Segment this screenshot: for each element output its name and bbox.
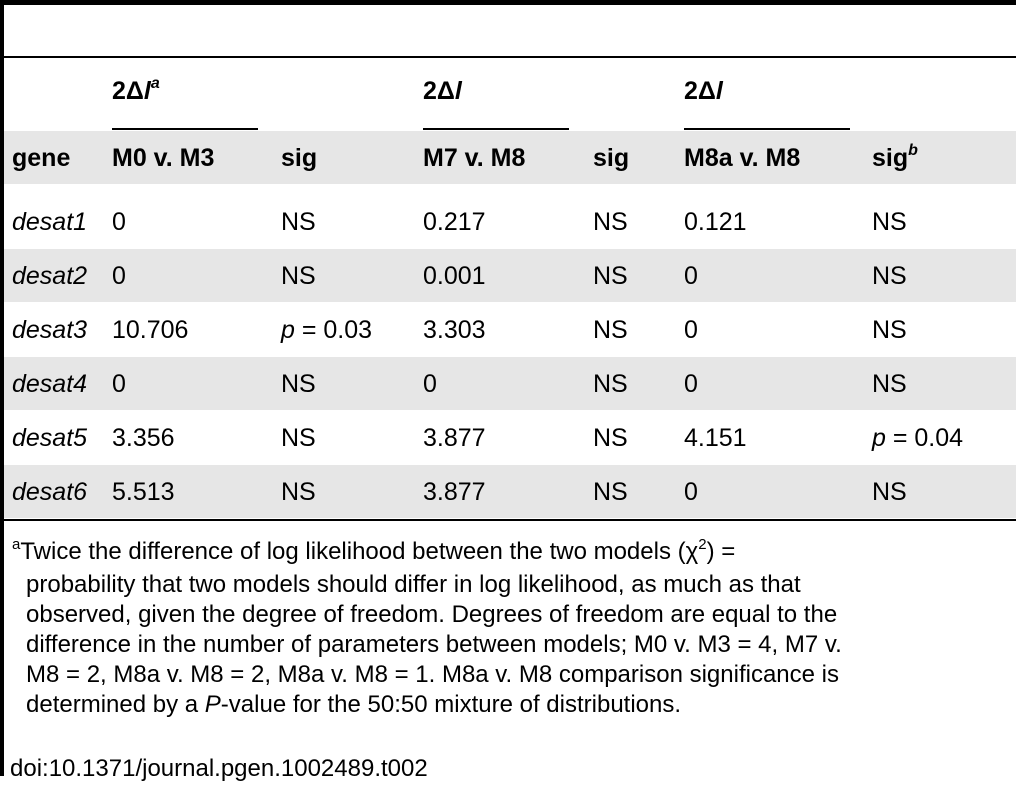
cell-m8am8: 0	[684, 370, 698, 398]
col-header-sig1: sig	[281, 144, 318, 172]
col-header-sig2: sig	[593, 144, 630, 172]
cell-m7m8: 0.001	[423, 262, 486, 290]
footnote-line: observed, given the degree of freedom. Degrees of freedom are equal to the	[26, 601, 838, 628]
cell-sig1: NS	[281, 262, 316, 290]
cell-m7m8: 3.877	[423, 478, 486, 506]
cell-m0m3: 3.356	[112, 424, 175, 452]
cell-sig3: NS	[872, 262, 907, 290]
cell-gene: desat4	[12, 370, 88, 398]
cell-sig2: NS	[593, 262, 628, 290]
cell-gene: desat2	[12, 262, 88, 290]
cell-gene: desat5	[12, 424, 88, 452]
col-header-m0m3: M0 v. M3	[112, 144, 215, 172]
cell-m8am8: 0	[684, 478, 698, 506]
cell-gene: desat6	[12, 478, 88, 506]
cell-sig3: NS	[872, 478, 907, 506]
cell-m8am8: 4.151	[684, 424, 747, 452]
cell-sig2: NS	[593, 208, 628, 236]
footnote-line: difference in the number of parameters between models; M0 v. M3 = 4, M7 v.	[26, 631, 842, 658]
cell-gene: desat1	[12, 208, 88, 236]
cell-m7m8: 0	[423, 370, 437, 398]
group-underline-m8am8	[684, 128, 850, 130]
cell-m7m8: 3.303	[423, 316, 486, 344]
row-band-desat4	[4, 357, 1016, 410]
footnote-line: M8 = 2, M8a v. M8 = 2, M8a v. M8 = 1. M8a v. M8 comparison significance is	[26, 661, 839, 688]
cell-sig3: NS	[872, 370, 907, 398]
group-header-m8am8: 2Δl	[684, 77, 723, 105]
header-top-rule	[4, 56, 1016, 58]
col-header-m8am8: M8a v. M8	[684, 144, 801, 172]
cell-m8am8: 0	[684, 316, 698, 344]
table-bottom-rule	[4, 519, 1016, 521]
group-header-m0m3: $2\Delta l^a$	[112, 75, 160, 105]
cell-sig1: NS	[281, 208, 316, 236]
cell-sig1: NS	[281, 424, 316, 452]
cell-sig3: NS	[872, 316, 907, 344]
cell-m0m3: 0	[112, 262, 126, 290]
cell-m7m8: 0.217	[423, 208, 486, 236]
cell-sig2: NS	[593, 478, 628, 506]
doi-text[interactable]: doi:10.1371/journal.pgen.1002489.t002	[10, 755, 428, 782]
cell-m0m3: 5.513	[112, 478, 175, 506]
row-band-desat2	[4, 249, 1016, 302]
cell-m8am8: 0.121	[684, 208, 747, 236]
cell-m7m8: 3.877	[423, 424, 486, 452]
cell-sig3: NS	[872, 208, 907, 236]
cell-sig2: NS	[593, 316, 628, 344]
group-underline-m0m3	[112, 128, 258, 130]
cell-sig2: NS	[593, 370, 628, 398]
cell-m0m3: 0	[112, 370, 126, 398]
cell-m0m3: 0	[112, 208, 126, 236]
cell-sig3: p = 0.04	[872, 424, 964, 452]
cell-sig2: NS	[593, 424, 628, 452]
footnote-line: determined by a P-value for the 50:50 mixture of distributions.	[26, 691, 682, 718]
cell-m0m3: 10.706	[112, 316, 189, 344]
cell-m8am8: 0	[684, 262, 698, 290]
cell-sig1: NS	[281, 478, 316, 506]
table-footnote	[12, 537, 1012, 720]
group-header-m7m8: 2Δl	[423, 77, 462, 105]
col-header-m7m8: M7 v. M8	[423, 144, 526, 172]
footnote-line: $^a$Twice the difference of log likelihood between the two models $(\chi^2)$ =	[12, 536, 736, 565]
cell-gene: desat3	[12, 316, 88, 344]
cell-sig1: NS	[281, 370, 316, 398]
col-header-sig3: sig$^b$	[872, 142, 918, 172]
top-border	[0, 0, 1016, 5]
group-underline-m7m8	[423, 128, 569, 130]
cell-sig1: p = 0.03	[281, 316, 373, 344]
col-header-gene: gene	[12, 144, 71, 172]
footnote-line: probability that two models should differ in log likelihood, as much as that	[26, 571, 801, 598]
